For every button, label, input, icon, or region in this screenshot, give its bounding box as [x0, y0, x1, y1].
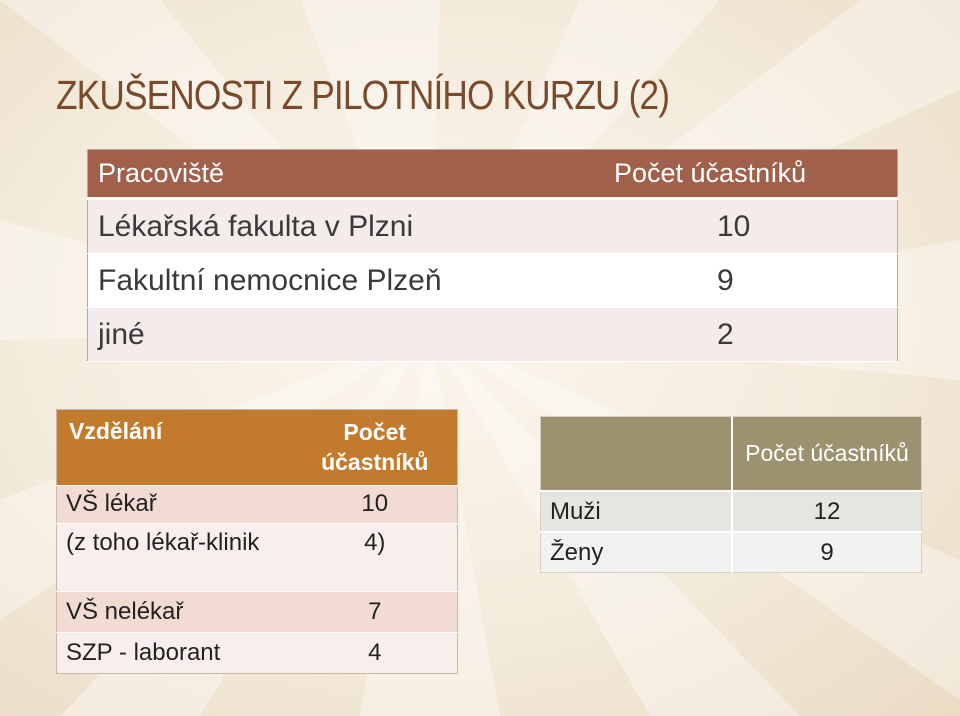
participants-cell: 4) [293, 524, 458, 592]
participants-cell: 4 [293, 633, 458, 674]
workplace-cell: Lékařská fakulta v Plzni [88, 199, 559, 254]
participants-column-header: Počet účastníků [293, 410, 458, 486]
table-row [57, 486, 458, 524]
workplace-column-header: Pracoviště [88, 150, 559, 199]
education-cell: (z toho lékař-klinik [57, 524, 293, 592]
table-row [541, 532, 922, 573]
table-row [57, 633, 458, 674]
education-table-header [57, 410, 458, 486]
education-column-header: Vzdělání [57, 410, 293, 486]
participants-cell: 2 [558, 308, 898, 362]
gender-cell: Ženy [541, 532, 733, 573]
table-row [541, 491, 922, 532]
education-cell: VŠ nelékař [57, 592, 293, 633]
table-row [88, 308, 898, 362]
education-cell: VŠ lékař [57, 486, 293, 524]
table-row [88, 254, 898, 308]
slide-title: ZKUŠENOSTI Z PILOTNÍHO KURZU (2) [56, 72, 670, 118]
gender-table-header [541, 417, 922, 492]
participants-column-header: Počet účastníků [558, 150, 898, 199]
participants-cell: 12 [732, 491, 922, 532]
gender-cell: Muži [541, 491, 733, 532]
participants-cell: 9 [558, 254, 898, 308]
gender-table [540, 416, 922, 573]
participants-cell: 9 [732, 532, 922, 573]
education-cell: SZP - laborant [57, 633, 293, 674]
workplace-cell: jiné [88, 308, 559, 362]
education-table [56, 409, 458, 674]
workplace-cell: Fakultní nemocnice Plzeň [88, 254, 559, 308]
participants-cell: 10 [293, 486, 458, 524]
gender-column-header [541, 417, 733, 492]
workplace-table-header [88, 150, 898, 199]
table-row [88, 199, 898, 254]
participants-column-header: Počet účastníků [732, 417, 922, 492]
participants-cell: 7 [293, 592, 458, 633]
participants-cell: 10 [558, 199, 898, 254]
table-row [57, 524, 458, 592]
workplace-table [87, 149, 898, 362]
table-row [57, 592, 458, 633]
